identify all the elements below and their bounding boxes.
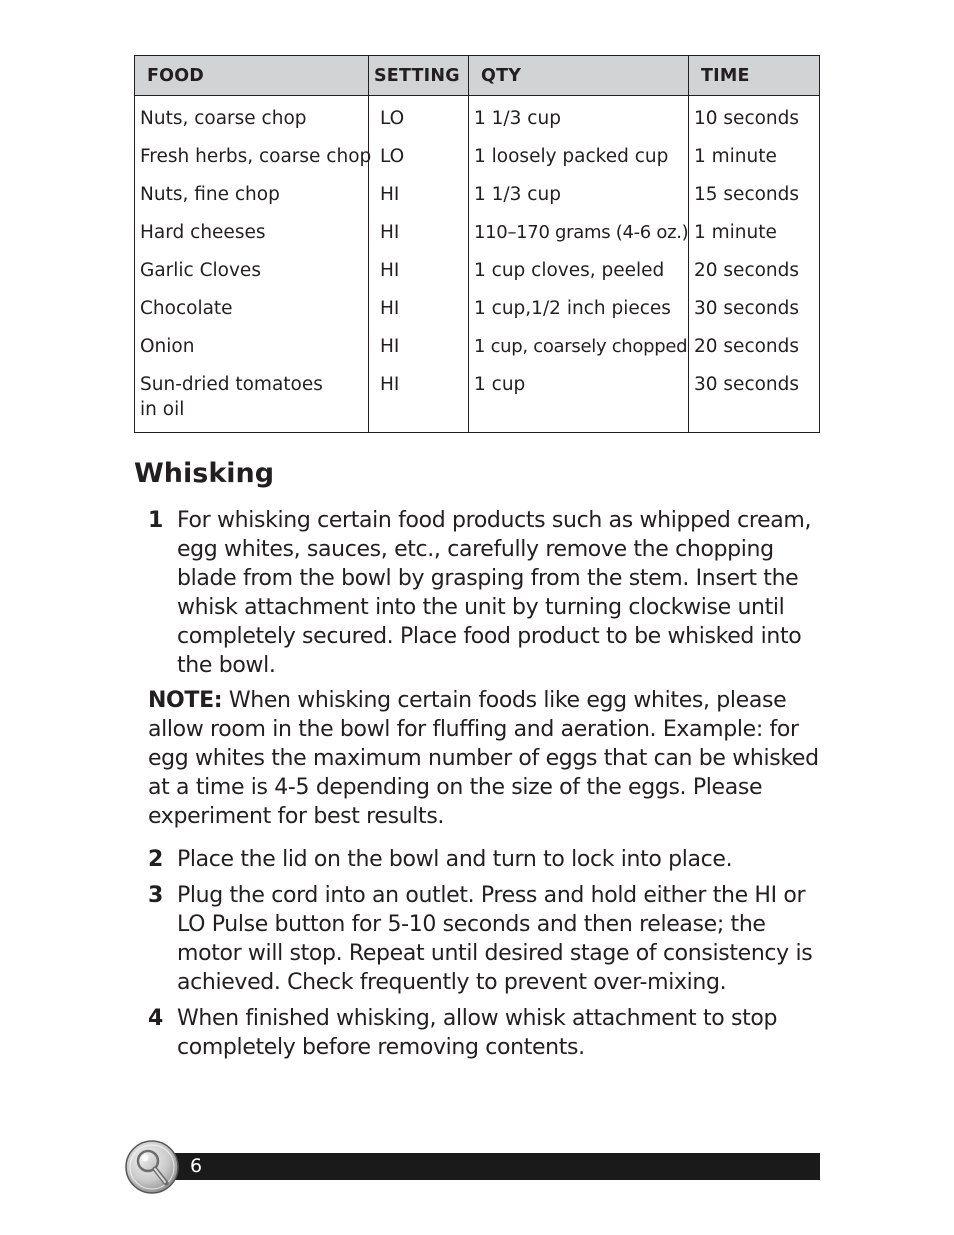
cell-food: Onion [140,336,195,357]
cell-setting: HI [380,336,400,357]
cell-time: 30 seconds [694,298,800,319]
header-setting: SETTING [374,66,460,86]
note-label: NOTE: [148,688,223,713]
cell-qty: 1 cup cloves, peeled [474,260,665,281]
column-divider [368,56,369,432]
step-item [148,1004,828,1062]
step-item [148,881,828,997]
cell-qty: 1 cup, coarsely chopped [474,336,688,357]
cell-time: 20 seconds [694,336,800,357]
cell-setting: LO [380,108,405,129]
cell-setting: HI [380,260,400,281]
note-paragraph [148,686,828,831]
cell-qty: 1 1/3 cup [474,108,561,129]
cell-time: 1 minute [694,146,777,167]
step-number: 4 [148,1006,164,1031]
page-number: 6 [190,1155,203,1177]
step-number: 3 [148,883,164,908]
header-food: FOOD [147,66,205,86]
cell-qty: 1 cup [474,374,526,395]
note-text: When whisking certain foods like egg whites, please allow room in the bowl for fluffing and aeration. Example: for egg whites the maximum number of eggs that can be whisked at a time is 4-5 depending on the size of the eggs. Please experiment for best results. [148,688,819,829]
cell-setting: HI [380,184,400,205]
cell-food: Chocolate [140,298,233,319]
step-item [148,506,828,680]
cell-food: Hard cheeses [140,222,266,243]
cell-qty: 1 1/3 cup [474,184,561,205]
cell-qty: 110–170 grams (4-6 oz.) [474,222,689,243]
cell-setting: LO [380,146,405,167]
step-number: 2 [148,847,164,872]
cell-qty: 1 loosely packed cup [474,146,669,167]
cell-qty: 1 cup,1/2 inch pieces [474,298,671,319]
cell-setting: HI [380,222,400,243]
cell-food: Garlic Cloves [140,260,261,281]
cell-time: 30 seconds [694,374,800,395]
food-settings-table [134,55,820,433]
step-item [148,845,828,874]
step-text: When finished whisking, allow whisk attachment to stop completely before removing contents. [177,1006,778,1060]
header-qty: QTY [481,66,522,86]
step-number: 1 [148,508,164,533]
cell-time: 15 seconds [694,184,800,205]
cell-food: Nuts, coarse chop [140,108,307,129]
cell-time: 1 minute [694,222,777,243]
step-text: For whisking certain food products such as whipped cream, egg whites, sauces, etc., carefully remove the chopping blade from the bowl by grasping from the stem. Insert the whisk attachment into the unit by turning clockwise until completely secured. Place food product to be whisked into the bowl. [177,508,812,678]
column-divider [468,56,469,432]
cell-time: 10 seconds [694,108,800,129]
cell-time: 20 seconds [694,260,800,281]
cell-setting: HI [380,374,400,395]
magnifier-icon [124,1139,180,1195]
cell-food: Sun-dried tomatoes in oil [140,374,323,420]
cell-food: Fresh herbs, coarse chop [140,146,372,167]
step-text: Plug the cord into an outlet. Press and hold either the HI or LO Pulse button for 5-10 seconds and then release; the motor will stop. Repeat until desired stage of consistency is achieved. Check frequently to prevent over-mixing. [177,883,813,995]
footer-bar [154,1153,820,1180]
step-text: Place the lid on the bowl and turn to lock into place. [177,847,733,872]
section-heading: Whisking [134,458,275,489]
cell-setting: HI [380,298,400,319]
header-time: TIME [701,66,750,86]
cell-food: Nuts, fine chop [140,184,280,205]
